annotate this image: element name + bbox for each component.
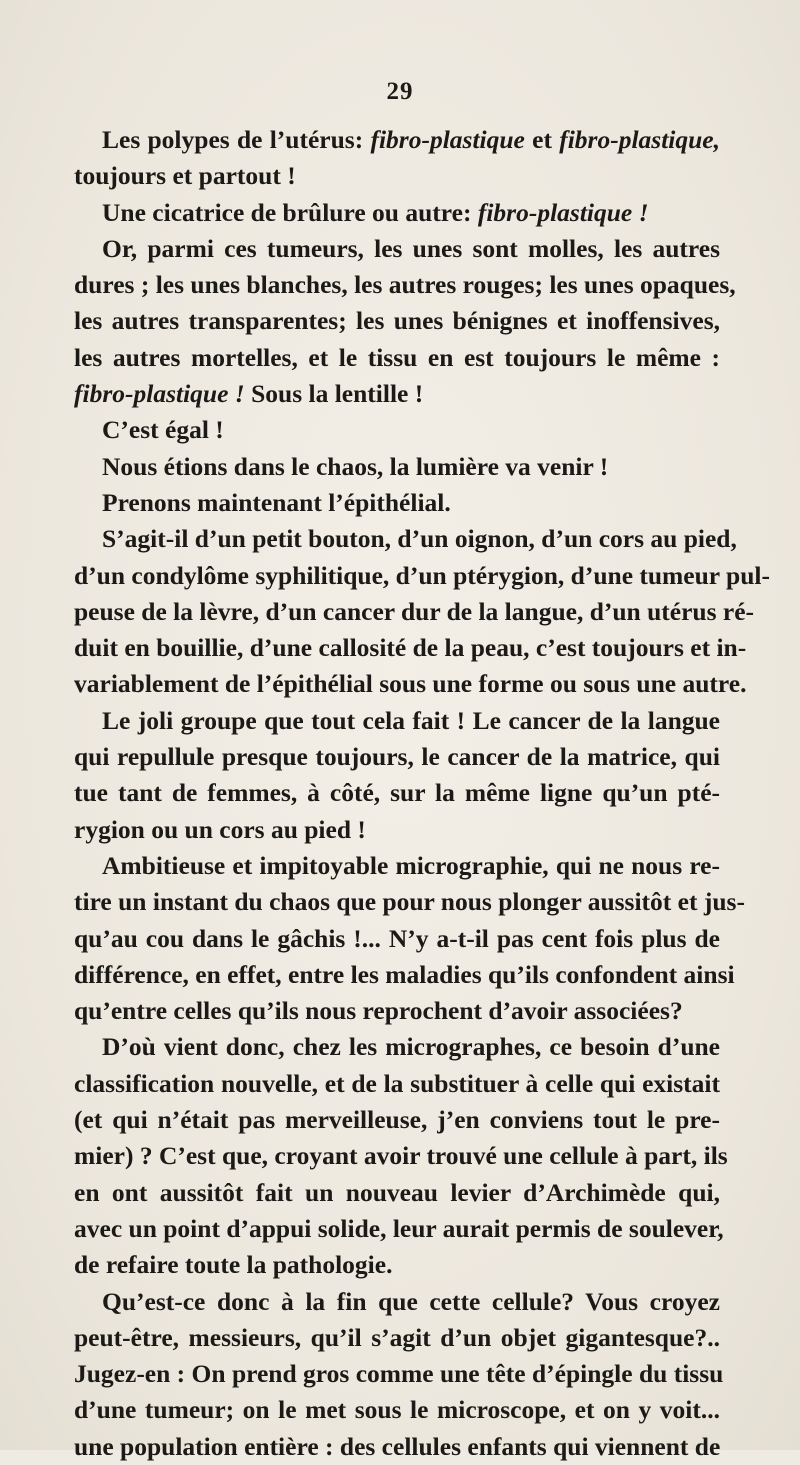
text-line [74,1429,720,1465]
text-segment: Nous étions dans le chaos, la lumière va venir ! [102,451,609,481]
text-segment: variablement de l’épithélial sous une forme ou sous une autre. [74,669,747,699]
text-line [74,630,747,666]
text-segment: peut-être, messieurs, qu’il s’agit d’un objet gigantesque?.. [74,1322,720,1352]
text-segment: les autres transparentes; les unes bénignes et inoffensives, [74,306,720,336]
text-segment: Une cicatrice de brûlure ou autre: [102,197,478,227]
text-segment: Les polypes de l’utérus: [102,125,371,154]
italic-term: fibro-plastique ! [74,379,245,409]
text-line [74,231,720,267]
text-line [74,1066,720,1102]
text-segment: toujours et partout ! [74,161,296,191]
italic-term: fibro-plastique, [559,125,720,154]
body-text [74,122,770,1465]
text-segment: qu’au cou dans le gâchis !... N’y a-t-il pas cent fois plus de [74,923,720,953]
text-line [74,376,720,412]
text-line [74,775,720,811]
text-segment: dures ; les unes blanches, les autres rouges; les unes opaques, [74,270,736,300]
text-line [74,1320,720,1356]
text-segment: en ont aussitôt fait un nouveau levier d’Archimède qui, [74,1177,720,1207]
page-number: 29 [386,78,414,105]
text-segment: Sous la lentille ! [244,379,424,409]
text-segment: D’où vient donc, chez les micrographes, ce besoin d’une [102,1032,720,1062]
text-segment: Or, parmi ces tumeurs, les unes sont molles, les autres [102,233,720,263]
text-line [74,594,755,630]
text-segment: (et qui n’était pas merveilleuse, j’en conviens tout le pre- [74,1105,720,1135]
text-line [74,158,720,194]
text-line [74,1247,720,1283]
text-segment: qui repullule presque toujours, le cancer de la matrice, qui [74,742,720,772]
text-line [74,195,720,231]
text-segment: les autres mortelles, et le tissu en est toujours le même : [74,342,720,372]
italic-term: fibro-plastique ! [477,197,649,227]
text-segment: et [524,125,560,154]
text-line [74,412,720,448]
text-segment: duit en bouillie, d’une callosité de la peau, c’est toujours et in- [74,633,747,663]
text-line [74,1356,724,1392]
text-segment: différence, en effet, entre les maladies qu’ils confondent ainsi [74,959,735,989]
text-line [74,1211,724,1247]
text-segment: peuse de la lèvre, d’un cancer dur de la langue, d’un utérus ré- [74,596,755,626]
text-line [74,1392,720,1428]
text-segment: Jugez-en : On prend gros comme une tête d’épingle du tissu [74,1359,724,1389]
text-line [74,957,735,993]
text-segment: d’un condylôme syphilitique, d’un ptérygion, d’une tumeur pul- [74,560,770,590]
text-line [74,1284,720,1320]
text-line [74,703,720,739]
text-segment: Le joli groupe que tout cela fait ! Le cancer de la langue [102,705,720,735]
text-line [74,812,720,848]
text-segment: qu’entre celles qu’ils nous reprochent d’avoir associées? [74,996,683,1026]
text-line [74,884,745,920]
text-line [74,848,720,884]
text-segment: classification nouvelle, et de la substituer à celle qui existait [74,1068,720,1098]
text-segment: S’agit-il d’un petit bouton, d’un oignon, d’un cors au pied, [102,524,737,554]
text-line [74,303,720,339]
text-line [74,1029,720,1065]
text-segment: une population entière : des cellules enfants qui viennent de [74,1431,721,1461]
text-line [74,921,720,957]
text-line [74,1175,720,1211]
text-line [74,558,770,594]
text-segment: C’est égal ! [102,415,224,445]
text-line [74,521,737,557]
text-line [74,1102,720,1138]
text-line [74,993,720,1029]
text-line [74,1138,728,1174]
text-segment: d’une tumeur; on le met sous le microscope, et on y voit... [74,1395,720,1425]
text-segment: de refaire toute la pathologie. [74,1250,393,1280]
text-line [74,340,720,376]
text-line [74,122,720,158]
text-line [74,267,736,303]
text-segment: Qu’est-ce donc à la fin que cette cellule? Vous croyez [102,1286,720,1316]
text-segment: tire un instant du chaos que pour nous plonger aussitôt et jus- [74,887,745,917]
text-segment: tue tant de femmes, à côté, sur la même ligne qu’un pté- [74,778,720,808]
text-line [74,449,720,485]
text-line [74,485,720,521]
text-segment: rygion ou un cors au pied ! [74,814,366,844]
text-line [74,739,720,775]
text-segment: Prenons maintenant l’épithélial. [102,487,451,517]
text-segment: Ambitieuse et impitoyable micrographie, qui ne nous re- [102,850,720,880]
text-line [74,666,747,702]
italic-term: fibro-plastique [370,125,525,154]
text-segment: mier) ? C’est que, croyant avoir trouvé une cellule à part, ils [74,1141,728,1171]
text-segment: avec un point d’appui solide, leur aurait permis de soulever, [74,1213,724,1243]
